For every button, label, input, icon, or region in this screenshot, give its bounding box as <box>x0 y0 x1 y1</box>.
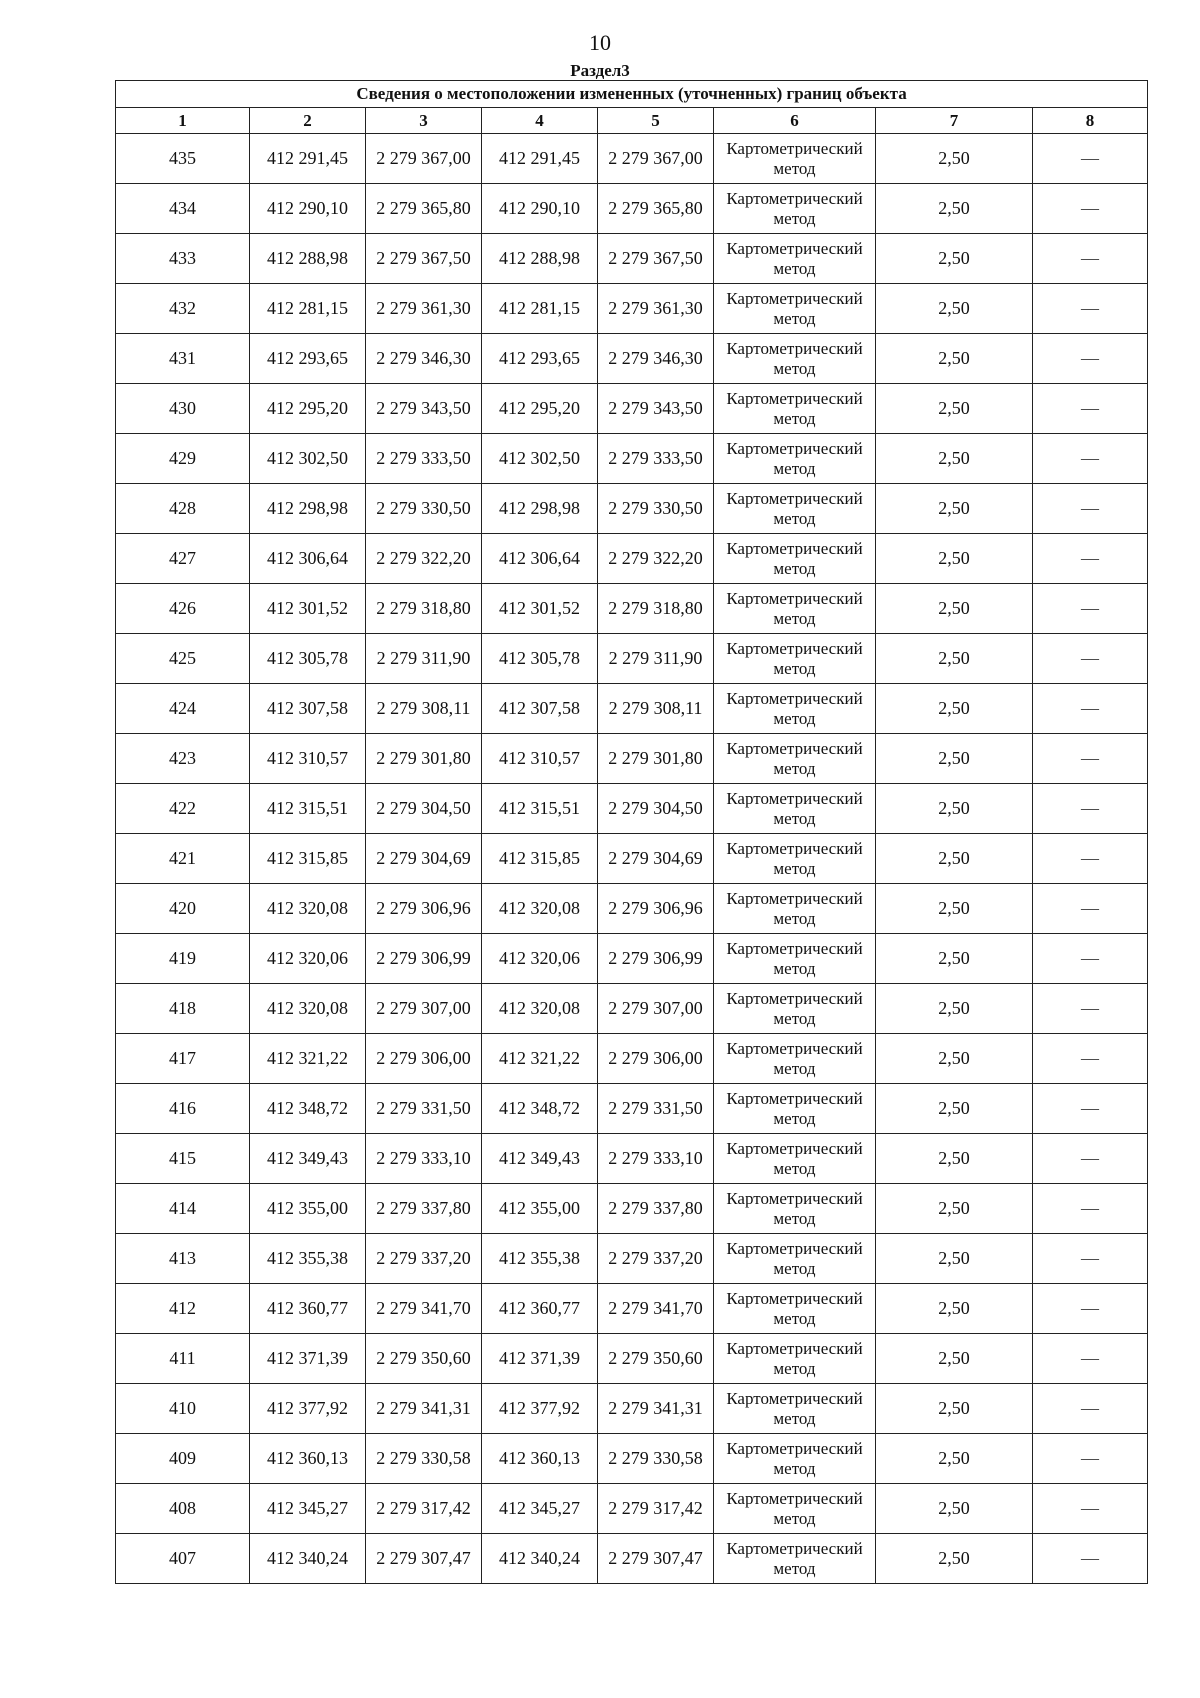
table-row <box>116 134 1148 184</box>
cell-y-new: 2 279 307,00 <box>598 984 714 1034</box>
cell-accuracy: 2,50 <box>876 234 1033 284</box>
cell-y-new: 2 279 337,20 <box>598 1234 714 1284</box>
cell-description: — <box>1033 384 1148 434</box>
table-row <box>116 834 1148 884</box>
cell-method: Картометрический метод <box>714 1434 876 1484</box>
cell-x-new: 412 290,10 <box>482 184 598 234</box>
cell-description: — <box>1033 784 1148 834</box>
table-row <box>116 434 1148 484</box>
cell-description: — <box>1033 1534 1148 1584</box>
cell-method: Картометрический метод <box>714 534 876 584</box>
cell-y-new: 2 279 341,70 <box>598 1284 714 1334</box>
table-body <box>116 134 1148 1584</box>
table-row <box>116 734 1148 784</box>
cell-x-old: 412 349,43 <box>250 1134 366 1184</box>
cell-description: — <box>1033 934 1148 984</box>
cell-accuracy: 2,50 <box>876 1034 1033 1084</box>
cell-y-old: 2 279 318,80 <box>366 584 482 634</box>
cell-x-old: 412 348,72 <box>250 1084 366 1134</box>
cell-point-number: 429 <box>116 434 250 484</box>
cell-description: — <box>1033 834 1148 884</box>
cell-description: — <box>1033 1384 1148 1434</box>
table-row <box>116 234 1148 284</box>
cell-point-number: 428 <box>116 484 250 534</box>
cell-accuracy: 2,50 <box>876 1334 1033 1384</box>
cell-y-old: 2 279 341,70 <box>366 1284 482 1334</box>
cell-point-number: 433 <box>116 234 250 284</box>
cell-description: — <box>1033 234 1148 284</box>
cell-accuracy: 2,50 <box>876 434 1033 484</box>
cell-y-old: 2 279 307,47 <box>366 1534 482 1584</box>
cell-x-new: 412 360,13 <box>482 1434 598 1484</box>
cell-point-number: 409 <box>116 1434 250 1484</box>
cell-point-number: 431 <box>116 334 250 384</box>
table-row <box>116 1534 1148 1584</box>
cell-accuracy: 2,50 <box>876 984 1033 1034</box>
table-row <box>116 684 1148 734</box>
cell-x-old: 412 321,22 <box>250 1034 366 1084</box>
cell-point-number: 424 <box>116 684 250 734</box>
cell-x-old: 412 310,57 <box>250 734 366 784</box>
column-number-3: 3 <box>366 108 482 134</box>
cell-y-new: 2 279 301,80 <box>598 734 714 784</box>
cell-y-new: 2 279 333,10 <box>598 1134 714 1184</box>
cell-y-old: 2 279 330,58 <box>366 1434 482 1484</box>
cell-description: — <box>1033 1184 1148 1234</box>
cell-method: Картометрический метод <box>714 1084 876 1134</box>
cell-y-old: 2 279 333,10 <box>366 1134 482 1184</box>
cell-accuracy: 2,50 <box>876 284 1033 334</box>
column-number-1: 1 <box>116 108 250 134</box>
cell-description: — <box>1033 134 1148 184</box>
cell-y-new: 2 279 304,69 <box>598 834 714 884</box>
cell-description: — <box>1033 334 1148 384</box>
cell-method: Картометрический метод <box>714 1134 876 1184</box>
cell-accuracy: 2,50 <box>876 334 1033 384</box>
cell-method: Картометрический метод <box>714 184 876 234</box>
cell-method: Картометрический метод <box>714 1534 876 1584</box>
cell-y-old: 2 279 337,80 <box>366 1184 482 1234</box>
table-row <box>116 984 1148 1034</box>
column-number-8: 8 <box>1033 108 1148 134</box>
cell-y-old: 2 279 350,60 <box>366 1334 482 1384</box>
cell-description: — <box>1033 284 1148 334</box>
cell-y-new: 2 279 343,50 <box>598 384 714 434</box>
cell-point-number: 415 <box>116 1134 250 1184</box>
cell-method: Картометрический метод <box>714 334 876 384</box>
cell-description: — <box>1033 1084 1148 1134</box>
cell-method: Картометрический метод <box>714 584 876 634</box>
cell-point-number: 423 <box>116 734 250 784</box>
cell-x-new: 412 315,85 <box>482 834 598 884</box>
table-row <box>116 184 1148 234</box>
cell-point-number: 412 <box>116 1284 250 1334</box>
cell-description: — <box>1033 1234 1148 1284</box>
cell-method: Картометрический метод <box>714 1384 876 1434</box>
column-number-4: 4 <box>482 108 598 134</box>
cell-x-new: 412 281,15 <box>482 284 598 334</box>
cell-y-old: 2 279 311,90 <box>366 634 482 684</box>
cell-point-number: 407 <box>116 1534 250 1584</box>
cell-x-old: 412 320,06 <box>250 934 366 984</box>
cell-point-number: 419 <box>116 934 250 984</box>
cell-description: — <box>1033 1134 1148 1184</box>
cell-x-new: 412 360,77 <box>482 1284 598 1334</box>
cell-method: Картометрический метод <box>714 234 876 284</box>
cell-x-new: 412 306,64 <box>482 534 598 584</box>
cell-x-new: 412 345,27 <box>482 1484 598 1534</box>
cell-accuracy: 2,50 <box>876 1284 1033 1334</box>
cell-y-old: 2 279 333,50 <box>366 434 482 484</box>
cell-x-old: 412 355,38 <box>250 1234 366 1284</box>
cell-y-old: 2 279 361,30 <box>366 284 482 334</box>
cell-point-number: 422 <box>116 784 250 834</box>
cell-y-old: 2 279 307,00 <box>366 984 482 1034</box>
cell-y-new: 2 279 311,90 <box>598 634 714 684</box>
column-number-row <box>116 108 1148 134</box>
cell-x-new: 412 315,51 <box>482 784 598 834</box>
cell-x-new: 412 355,38 <box>482 1234 598 1284</box>
cell-x-old: 412 377,92 <box>250 1384 366 1434</box>
table-row <box>116 1234 1148 1284</box>
cell-y-new: 2 279 306,00 <box>598 1034 714 1084</box>
cell-x-old: 412 301,52 <box>250 584 366 634</box>
cell-y-new: 2 279 365,80 <box>598 184 714 234</box>
cell-description: — <box>1033 634 1148 684</box>
cell-x-new: 412 310,57 <box>482 734 598 784</box>
cell-point-number: 421 <box>116 834 250 884</box>
cell-accuracy: 2,50 <box>876 584 1033 634</box>
cell-x-new: 412 320,08 <box>482 884 598 934</box>
cell-x-old: 412 320,08 <box>250 884 366 934</box>
cell-description: — <box>1033 1284 1148 1334</box>
cell-point-number: 420 <box>116 884 250 934</box>
cell-accuracy: 2,50 <box>876 1384 1033 1434</box>
cell-x-new: 412 321,22 <box>482 1034 598 1084</box>
table-row <box>116 1384 1148 1434</box>
cell-x-new: 412 302,50 <box>482 434 598 484</box>
cell-y-old: 2 279 331,50 <box>366 1084 482 1134</box>
table-row <box>116 1484 1148 1534</box>
cell-method: Картометрический метод <box>714 434 876 484</box>
cell-y-new: 2 279 333,50 <box>598 434 714 484</box>
cell-x-old: 412 305,78 <box>250 634 366 684</box>
cell-x-old: 412 355,00 <box>250 1184 366 1234</box>
table-row <box>116 334 1148 384</box>
cell-accuracy: 2,50 <box>876 534 1033 584</box>
cell-accuracy: 2,50 <box>876 784 1033 834</box>
cell-accuracy: 2,50 <box>876 684 1033 734</box>
cell-y-new: 2 279 367,50 <box>598 234 714 284</box>
cell-accuracy: 2,50 <box>876 1434 1033 1484</box>
cell-method: Картометрический метод <box>714 984 876 1034</box>
cell-point-number: 435 <box>116 134 250 184</box>
cell-x-old: 412 345,27 <box>250 1484 366 1534</box>
table-row <box>116 284 1148 334</box>
cell-x-new: 412 355,00 <box>482 1184 598 1234</box>
cell-description: — <box>1033 184 1148 234</box>
cell-y-new: 2 279 367,00 <box>598 134 714 184</box>
cell-point-number: 408 <box>116 1484 250 1534</box>
cell-y-new: 2 279 306,99 <box>598 934 714 984</box>
cell-y-old: 2 279 317,42 <box>366 1484 482 1534</box>
cell-method: Картометрический метод <box>714 934 876 984</box>
cell-x-old: 412 306,64 <box>250 534 366 584</box>
cell-point-number: 434 <box>116 184 250 234</box>
column-number-5: 5 <box>598 108 714 134</box>
cell-y-old: 2 279 322,20 <box>366 534 482 584</box>
cell-method: Картометрический метод <box>714 134 876 184</box>
cell-y-old: 2 279 301,80 <box>366 734 482 784</box>
cell-point-number: 430 <box>116 384 250 434</box>
table-caption-row <box>116 81 1148 108</box>
cell-method: Картометрический метод <box>714 1284 876 1334</box>
cell-x-new: 412 305,78 <box>482 634 598 684</box>
cell-point-number: 418 <box>116 984 250 1034</box>
cell-x-old: 412 281,15 <box>250 284 366 334</box>
cell-x-new: 412 301,52 <box>482 584 598 634</box>
cell-y-new: 2 279 304,50 <box>598 784 714 834</box>
cell-method: Картометрический метод <box>714 834 876 884</box>
cell-x-old: 412 360,77 <box>250 1284 366 1334</box>
cell-x-old: 412 320,08 <box>250 984 366 1034</box>
cell-description: — <box>1033 484 1148 534</box>
cell-accuracy: 2,50 <box>876 1184 1033 1234</box>
cell-method: Картометрический метод <box>714 734 876 784</box>
cell-description: — <box>1033 1484 1148 1534</box>
cell-y-new: 2 279 346,30 <box>598 334 714 384</box>
cell-y-new: 2 279 306,96 <box>598 884 714 934</box>
cell-y-old: 2 279 306,99 <box>366 934 482 984</box>
cell-accuracy: 2,50 <box>876 1534 1033 1584</box>
cell-x-old: 412 291,45 <box>250 134 366 184</box>
table-caption: Сведения о местоположении измененных (уточненных) границ объекта <box>116 81 1148 108</box>
column-number-6: 6 <box>714 108 876 134</box>
cell-point-number: 413 <box>116 1234 250 1284</box>
cell-y-old: 2 279 306,00 <box>366 1034 482 1084</box>
cell-description: — <box>1033 434 1148 484</box>
cell-x-old: 412 307,58 <box>250 684 366 734</box>
cell-description: — <box>1033 534 1148 584</box>
cell-point-number: 427 <box>116 534 250 584</box>
cell-method: Картометрический метод <box>714 634 876 684</box>
cell-x-old: 412 340,24 <box>250 1534 366 1584</box>
cell-x-new: 412 288,98 <box>482 234 598 284</box>
cell-method: Картометрический метод <box>714 1034 876 1084</box>
page-number: 10 <box>589 30 611 55</box>
cell-x-new: 412 348,72 <box>482 1084 598 1134</box>
table-row <box>116 1284 1148 1334</box>
cell-y-new: 2 279 308,11 <box>598 684 714 734</box>
cell-description: — <box>1033 584 1148 634</box>
cell-description: — <box>1033 1334 1148 1384</box>
cell-y-new: 2 279 330,58 <box>598 1434 714 1484</box>
cell-y-new: 2 279 322,20 <box>598 534 714 584</box>
cell-y-new: 2 279 337,80 <box>598 1184 714 1234</box>
cell-y-new: 2 279 361,30 <box>598 284 714 334</box>
cell-y-new: 2 279 330,50 <box>598 484 714 534</box>
cell-accuracy: 2,50 <box>876 184 1033 234</box>
cell-x-new: 412 349,43 <box>482 1134 598 1184</box>
cell-accuracy: 2,50 <box>876 384 1033 434</box>
cell-accuracy: 2,50 <box>876 1234 1033 1284</box>
cell-method: Картометрический метод <box>714 684 876 734</box>
cell-y-old: 2 279 306,96 <box>366 884 482 934</box>
cell-x-old: 412 371,39 <box>250 1334 366 1384</box>
table-row <box>116 534 1148 584</box>
column-number-7: 7 <box>876 108 1033 134</box>
cell-x-old: 412 288,98 <box>250 234 366 284</box>
cell-accuracy: 2,50 <box>876 834 1033 884</box>
cell-point-number: 426 <box>116 584 250 634</box>
cell-y-old: 2 279 308,11 <box>366 684 482 734</box>
cell-description: — <box>1033 734 1148 784</box>
cell-y-new: 2 279 317,42 <box>598 1484 714 1534</box>
cell-method: Картометрический метод <box>714 1484 876 1534</box>
cell-x-old: 412 293,65 <box>250 334 366 384</box>
cell-x-new: 412 320,08 <box>482 984 598 1034</box>
cell-y-old: 2 279 367,00 <box>366 134 482 184</box>
cell-method: Картометрический метод <box>714 1234 876 1284</box>
cell-x-old: 412 295,20 <box>250 384 366 434</box>
cell-description: — <box>1033 684 1148 734</box>
cell-point-number: 432 <box>116 284 250 334</box>
cell-x-new: 412 340,24 <box>482 1534 598 1584</box>
table-row <box>116 784 1148 834</box>
cell-y-old: 2 279 304,69 <box>366 834 482 884</box>
cell-y-old: 2 279 304,50 <box>366 784 482 834</box>
table-row <box>116 384 1148 434</box>
cell-x-old: 412 360,13 <box>250 1434 366 1484</box>
cell-y-new: 2 279 318,80 <box>598 584 714 634</box>
cell-y-new: 2 279 341,31 <box>598 1384 714 1434</box>
cell-method: Картометрический метод <box>714 484 876 534</box>
table-row <box>116 584 1148 634</box>
cell-x-old: 412 315,51 <box>250 784 366 834</box>
cell-y-new: 2 279 350,60 <box>598 1334 714 1384</box>
cell-description: — <box>1033 1434 1148 1484</box>
cell-accuracy: 2,50 <box>876 484 1033 534</box>
cell-description: — <box>1033 884 1148 934</box>
cell-accuracy: 2,50 <box>876 734 1033 784</box>
cell-x-old: 412 302,50 <box>250 434 366 484</box>
cell-x-new: 412 298,98 <box>482 484 598 534</box>
cell-method: Картометрический метод <box>714 284 876 334</box>
table-row <box>116 884 1148 934</box>
cell-y-old: 2 279 343,50 <box>366 384 482 434</box>
boundary-coordinates-table <box>115 80 1148 1584</box>
cell-y-old: 2 279 365,80 <box>366 184 482 234</box>
cell-method: Картометрический метод <box>714 384 876 434</box>
cell-x-new: 412 371,39 <box>482 1334 598 1384</box>
cell-point-number: 410 <box>116 1384 250 1434</box>
cell-accuracy: 2,50 <box>876 1134 1033 1184</box>
cell-x-new: 412 291,45 <box>482 134 598 184</box>
cell-y-old: 2 279 330,50 <box>366 484 482 534</box>
cell-description: — <box>1033 1034 1148 1084</box>
cell-description: — <box>1033 984 1148 1034</box>
cell-accuracy: 2,50 <box>876 934 1033 984</box>
cell-y-old: 2 279 346,30 <box>366 334 482 384</box>
cell-point-number: 416 <box>116 1084 250 1134</box>
cell-y-new: 2 279 331,50 <box>598 1084 714 1134</box>
cell-y-old: 2 279 367,50 <box>366 234 482 284</box>
table-row <box>116 1334 1148 1384</box>
table-row <box>116 484 1148 534</box>
table-row <box>116 934 1148 984</box>
cell-accuracy: 2,50 <box>876 1484 1033 1534</box>
table-row <box>116 1134 1148 1184</box>
cell-y-new: 2 279 307,47 <box>598 1534 714 1584</box>
cell-method: Картометрический метод <box>714 1334 876 1384</box>
cell-x-old: 412 290,10 <box>250 184 366 234</box>
table-row <box>116 1434 1148 1484</box>
cell-x-new: 412 320,06 <box>482 934 598 984</box>
cell-point-number: 414 <box>116 1184 250 1234</box>
cell-accuracy: 2,50 <box>876 1084 1033 1134</box>
cell-accuracy: 2,50 <box>876 884 1033 934</box>
cell-method: Картометрический метод <box>714 884 876 934</box>
cell-method: Картометрический метод <box>714 784 876 834</box>
cell-method: Картометрический метод <box>714 1184 876 1234</box>
cell-point-number: 425 <box>116 634 250 684</box>
cell-x-old: 412 298,98 <box>250 484 366 534</box>
column-number-2: 2 <box>250 108 366 134</box>
cell-accuracy: 2,50 <box>876 134 1033 184</box>
cell-y-old: 2 279 337,20 <box>366 1234 482 1284</box>
table-row <box>116 634 1148 684</box>
cell-x-new: 412 293,65 <box>482 334 598 384</box>
cell-x-new: 412 377,92 <box>482 1384 598 1434</box>
cell-point-number: 411 <box>116 1334 250 1384</box>
table-row <box>116 1184 1148 1234</box>
table-row <box>116 1034 1148 1084</box>
cell-point-number: 417 <box>116 1034 250 1084</box>
cell-accuracy: 2,50 <box>876 634 1033 684</box>
cell-x-old: 412 315,85 <box>250 834 366 884</box>
cell-y-old: 2 279 341,31 <box>366 1384 482 1434</box>
cell-x-new: 412 295,20 <box>482 384 598 434</box>
table-row <box>116 1084 1148 1134</box>
section-title: Раздел3 <box>570 61 630 80</box>
cell-x-new: 412 307,58 <box>482 684 598 734</box>
